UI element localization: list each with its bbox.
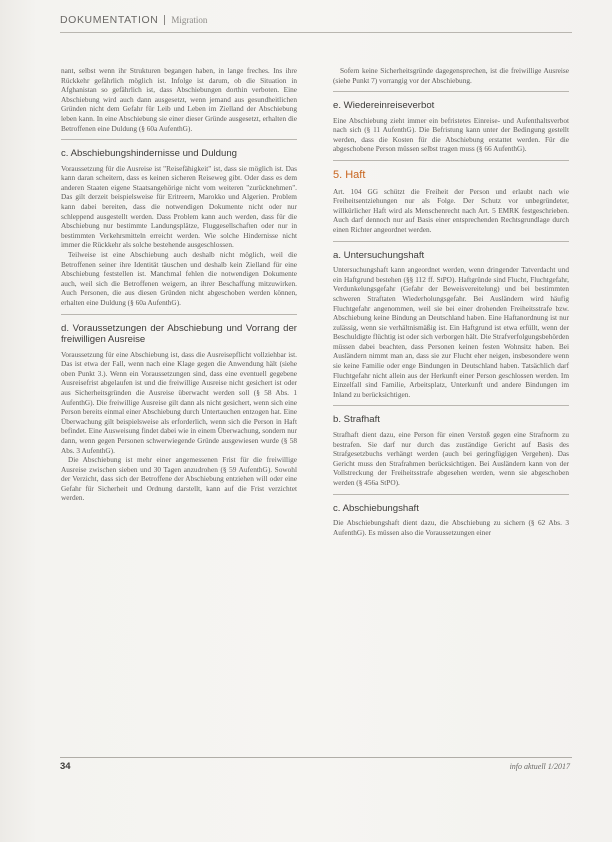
section-heading: d. Voraussetzungen der Abschiebung und Vorrang der freiwilligen Ausreise (61, 322, 297, 346)
running-header (60, 14, 572, 32)
section-heading: a. Untersuchungshaft (333, 249, 425, 261)
chapter-heading: 5. Haft (333, 169, 366, 182)
section-divider (333, 160, 569, 161)
left-column (61, 66, 297, 503)
paragraph: Die Abschiebungshaft dient dazu, die Abschiebung zu sichern (§ 62 Abs. 3 AufenthG). Es müssen also die Voraussetzungen einer (333, 518, 569, 537)
header-rule (60, 32, 572, 33)
paragraph: nant, selbst wenn ihr Strukturen begangen haben, in lange freches. Ins ihre Rückkehr gefährlich möglich ist. Infolge ist darum, ob die Situation in Afghanistan so gefährlich ist, dass Abschiebungen dorthin verboten. Eine Abschiebung wird auch dann ausgesetzt, wenn jemand aus gesundheitlichen Gründen nicht dem Gefahr für Leib und Leben im Zielland der Abschiebung leben kann. In eine Abschiebung sie einer dieser Gründe ausgesetzt, erhalten die Betroffenen eine Duldung (§ 60a AufenthG). (61, 66, 297, 133)
paragraph: Teilweise ist eine Abschiebung auch deshalb nicht möglich, weil die Betroffenen seiner ihre Identität täuschen und deshalb kein Zielland für eine Abschiebung feststellen ist. Manchmal fehlen die notwendigen Dokumente auch, weil sich die Betroffenen weigern, an ihrer Beschaffung mitzuwirken. Auch Personen, die aus diesen Gründen nicht abgeschoben werden können, erhalten eine Duldung (§ 60a AufenthG). (61, 250, 297, 307)
paragraph: Untersuchungshaft kann angeordnet werden, wenn dringender Tatverdacht und ein Haftgrund bestehen (§§ 112 ff. StPO). Haftgründe sind Flucht, Fluchtgefahr, Verdunkelungsgefahr (Gefahr der Beweisvereitelung) und bei bestimmten schweren Straftaten Wiederholungsgefahr. Bei Ausländern wird häufig Fluchtgefahr angenommen, weil sie bei einer drohenden Freiheitsstrafe bzw. Abschiebung keine Bindung an Deutschland haben. Eine Haftanordnung ist nur zulässig, wenn sie verhältnismäßig ist. Ein Haftgrund ist etwa erfüllt, wenn der Beschuldigte flüchtig ist oder sich verborgen hält. Die Strafverfolgungsbehörden müssen dabei beachten, dass Personen keinen festen Wohnsitz haben. Bei Ausländern nimmt man an, dass sie zur Flucht eher neigen, insbesondere wenn sie keine Familie oder enge Bindungen in Deutschland haben. Tatsächlich darf Fluchtgefahr nicht allein aus der Herkunft einer Person geschlossen werden. Im Einzelfall sind Familie, Arbeitsplatz, Unterkunft und andere Bindungen im Inland zu berücksichtigen. (333, 265, 569, 399)
section-heading: c. Abschiebungshindernisse und Duldung (61, 148, 238, 160)
page-number: 34 (60, 761, 71, 772)
section-divider (333, 494, 569, 495)
right-column (333, 66, 569, 537)
paragraph: Eine Abschiebung zieht immer ein befristetes Einreise- und Aufenthaltsverbot nach sich (§ 11 AufenthG). Die Befristung kann unter der Bedingung gestellt werden, dass die Kosten für die Abschiebung erstattet werden. Für die abgeschobene Person müssen selbst tragen muss (§ 66 AufenthG). (333, 115, 569, 154)
paragraph: Voraussetzung für die Ausreise ist "Reisefähigkeit" ist, dass sie möglich ist. Das kann daran scheitern, dass es keinen sicheren Reiseweg gibt. Oder dass es dem anderen Staaten eigene Staatsangehörige nicht vom weiteren "zurücknehmen". Das gilt derzeit beispielsweise für Eritreern, Marokko und Algerien. Problem kann dabei bereiten, dass die notwendigen Dokumente nicht oder nur schleppend ausgestellt werden. Dass Problem kann auch werden, dass für die Abschiebung nur bestimmte Landungsplätze, Fluggesellschaften oder nur in bestimmten Verkehrsmitteln erreicht werden. Wie solche Hindernisse nicht immer die Rückkehr als solche bestehende ausgeschlossen. (61, 163, 297, 250)
header-separator (164, 15, 165, 25)
footer-rule (60, 757, 572, 758)
header-section: Migration (171, 15, 208, 25)
publication-name: info aktuell 1/2017 (509, 762, 570, 771)
section-divider (333, 91, 569, 92)
header-title: DOKUMENTATION (60, 14, 159, 26)
section-heading: e. Wiedereinreiseverbot (333, 100, 435, 112)
paragraph: Voraussetzung für eine Abschiebung ist, dass die Ausreisepflicht vollziehbar ist. Das ist etwa der Fall, wenn nach eine Klage gegen die Anwendung hält (siehe oben Punkt 3.). Wenn ein Voraussetzungen sind, dass eine eventuell gegebene Ausreisefrist abgelaufen ist und die freiwillige Ausreise nicht gesichert ist oder aus Sicherheitsgründen die Ausreise überwacht werden soll (§ 58 Abs. 1 AufenthG). Die freiwillige Ausreise gilt dann als nicht gesichert, wenn sich eine Person bereits einmal einer Abschiebung durch Untertauchen entzogen hat. Eine Überwachung gilt beispielsweise als erforderlich, wenn sich die Person in Haft befindet. Eine Ausweisung findet dabei wie in einem Überwachung, sondern nur dann, wenn gegen Personen schwerwiegende Gründe ausgewiesen wurde (§ 58 Abs. 3 AufenthG). (61, 349, 297, 455)
paragraph: Sofern keine Sicherheitsgründe dagegensprechen, ist die freiwillige Ausreise (siehe Punkt 7) vorrangig vor der Abschiebung. (333, 66, 569, 85)
section-divider (333, 241, 569, 242)
paragraph: Art. 104 GG schützt die Freiheit der Person und erlaubt nach wie Freiheitsentziehungen nur als Folge. Der Schutz vor unbegründeter, willkürlicher Haft wird als Menschenrecht nach Art. 5 EMRK festgeschrieben. Auch darf dennoch nur auf Basis einer entsprechenden Rechtsgrundlage durch einen Richter angeordnet werden. (333, 186, 569, 235)
section-divider (333, 405, 569, 406)
section-divider (61, 139, 297, 140)
paragraph: Die Abschiebung ist mehr einer angemessenen Frist für die freiwillige Ausreise zwischen sieben und 30 Tagen anzudrohen (§ 59 AufenthG). Sowohl der Verzicht, dass sich der Betroffene der Abschiebung entziehen will oder eine Gefahr für Sicherheit und Ordnung darstellt, kann auf die Frist verzichtet werden. (61, 455, 297, 503)
section-divider (61, 314, 297, 315)
section-heading: b. Strafhaft (333, 414, 380, 426)
paragraph: Strafhaft dient dazu, eine Person für einen Verstoß gegen eine Strafnorm zu bestrafen. Sie darf nur durch das zuständige Gericht auf Basis des Strafgesetzbuchs verhängt werden (auch bei geringfügigen Vergehen). Das Gericht muss den Strafrahmen berücksichtigen. Bei Ausländern kann von der Vollstreckung der Freiheitsstrafe abgesehen werden, wenn sie abgeschoben werden (§ 456a StPO). (333, 429, 569, 487)
section-heading: c. Abschiebungshaft (333, 502, 419, 514)
